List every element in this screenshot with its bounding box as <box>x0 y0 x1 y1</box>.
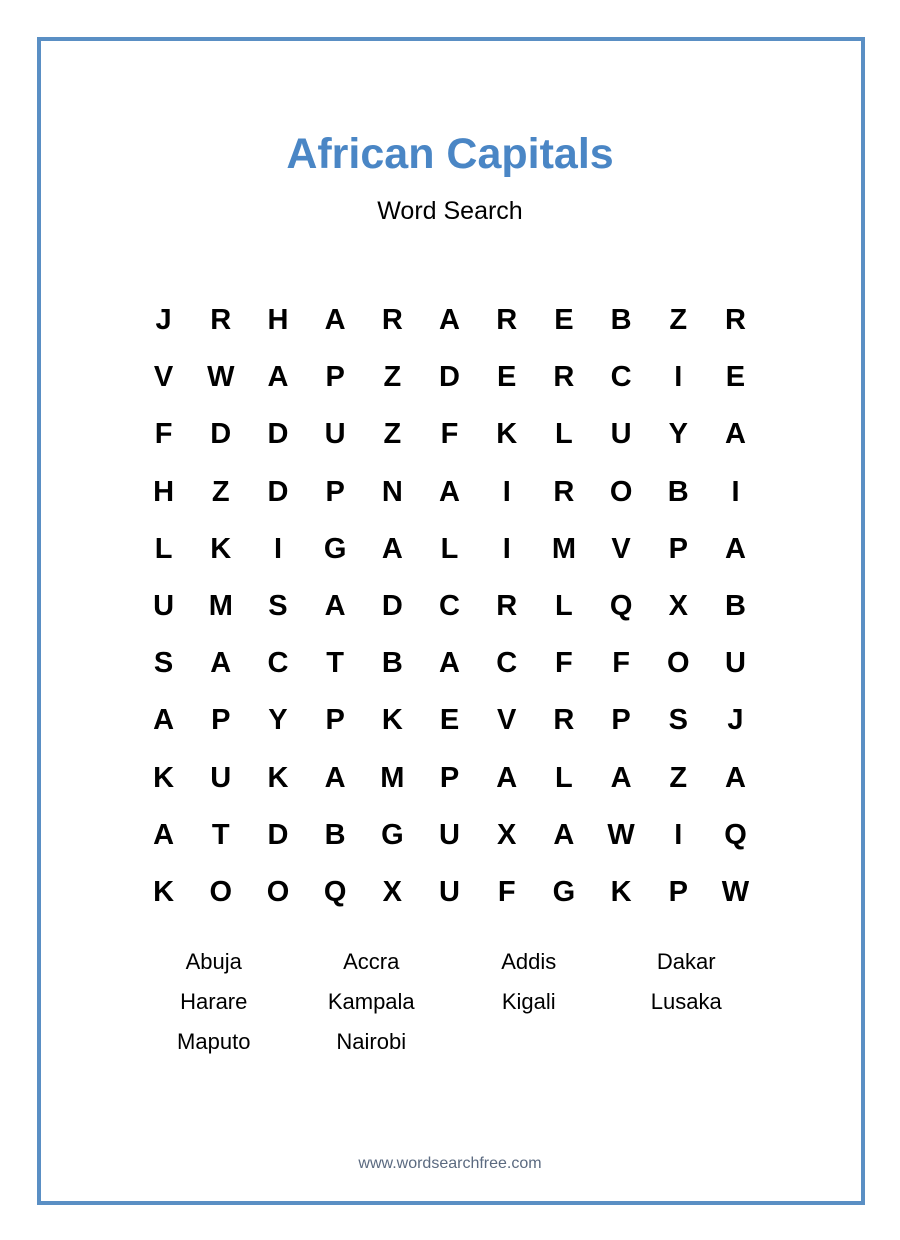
grid-row <box>135 807 765 864</box>
grid-cell[interactable]: L <box>555 589 573 622</box>
grid-cell[interactable]: F <box>154 418 173 451</box>
grid-cell[interactable]: A <box>439 475 460 508</box>
grid-cell[interactable]: A <box>381 532 403 565</box>
grid-cell[interactable]: V <box>153 361 174 394</box>
grid-cell[interactable]: Q <box>724 818 747 851</box>
grid-cell[interactable]: A <box>553 818 575 851</box>
grid-cell[interactable]: B <box>610 304 632 336</box>
grid-cell[interactable]: B <box>724 589 746 622</box>
letter-grid <box>135 292 765 921</box>
grid-cell[interactable]: R <box>496 304 518 336</box>
grid-cell[interactable]: A <box>610 761 632 794</box>
grid-cell[interactable]: O <box>667 647 690 680</box>
grid-cell[interactable]: F <box>440 418 459 451</box>
grid-cell[interactable]: R <box>210 304 232 336</box>
grid-cell[interactable]: D <box>439 361 460 394</box>
grid-cell[interactable]: P <box>611 704 631 737</box>
grid-cell[interactable]: J <box>727 704 744 737</box>
grid-cell[interactable]: V <box>497 704 517 737</box>
grid-cell[interactable]: T <box>326 647 345 680</box>
grid-cell[interactable]: A <box>267 361 289 394</box>
grid-cell[interactable]: R <box>496 589 518 622</box>
grid-cell[interactable]: D <box>267 418 289 451</box>
grid-cell[interactable]: A <box>724 761 746 794</box>
grid-row <box>135 635 765 692</box>
grid-cell[interactable]: K <box>267 761 289 794</box>
grid-cell[interactable]: K <box>496 418 518 451</box>
grid-cell[interactable]: W <box>607 818 635 851</box>
grid-row <box>135 750 765 807</box>
grid-cell[interactable]: S <box>153 647 174 680</box>
grid-cell[interactable]: Y <box>268 704 288 737</box>
grid-cell[interactable]: Q <box>323 875 347 908</box>
grid-cell[interactable]: I <box>502 475 511 508</box>
grid-cell[interactable]: R <box>553 704 575 737</box>
grid-cell[interactable]: E <box>497 361 517 394</box>
grid-cell[interactable]: G <box>552 875 576 908</box>
grid-cell[interactable]: A <box>724 418 746 451</box>
grid-cell[interactable]: Q <box>609 589 633 622</box>
grid-cell[interactable]: A <box>439 304 460 336</box>
grid-row <box>135 406 765 463</box>
grid-cell[interactable]: C <box>610 361 632 394</box>
grid-cell[interactable]: A <box>496 761 518 794</box>
grid-cell[interactable]: A <box>324 589 346 622</box>
grid-cell[interactable]: M <box>208 589 233 622</box>
grid-cell[interactable]: A <box>324 304 346 336</box>
grid-cell[interactable]: K <box>210 532 232 565</box>
puzzle-title: African Capitals <box>286 130 614 178</box>
word-list-item: Dakar <box>656 949 716 974</box>
grid-cell[interactable]: G <box>381 818 404 851</box>
grid-cell[interactable]: D <box>381 589 403 622</box>
grid-cell[interactable]: A <box>153 818 175 851</box>
grid-cell[interactable]: F <box>555 647 573 680</box>
grid-cell[interactable]: B <box>324 818 346 851</box>
grid-cell[interactable]: Z <box>669 304 688 336</box>
grid-cell[interactable]: E <box>439 704 460 737</box>
grid-cell[interactable]: L <box>555 761 573 794</box>
grid-cell[interactable]: I <box>731 475 740 508</box>
puzzle-subtitle: Word Search <box>377 197 523 225</box>
grid-cell[interactable]: E <box>554 304 574 336</box>
grid-cell[interactable]: X <box>668 589 688 622</box>
grid-cell[interactable]: U <box>610 418 632 451</box>
grid-cell[interactable]: P <box>325 361 345 394</box>
footer-url[interactable]: www.wordsearchfree.com <box>358 1155 542 1172</box>
grid-cell[interactable]: D <box>267 818 289 851</box>
grid-cell[interactable]: P <box>325 475 345 508</box>
grid-cell[interactable]: U <box>439 818 460 851</box>
word-list-item: Abuja <box>185 949 242 974</box>
grid-cell[interactable]: I <box>273 532 282 565</box>
grid-cell[interactable]: P <box>211 704 231 737</box>
grid-cell[interactable]: J <box>155 304 172 336</box>
grid-cell[interactable]: L <box>440 532 459 565</box>
grid-cell[interactable]: D <box>210 418 232 451</box>
grid-cell[interactable]: W <box>721 875 750 908</box>
grid-cell[interactable]: H <box>153 475 175 508</box>
grid-cell[interactable]: G <box>323 532 347 565</box>
grid-row <box>135 521 765 578</box>
grid-cell[interactable]: D <box>267 475 289 508</box>
grid-cell[interactable]: I <box>674 361 683 394</box>
grid-cell[interactable]: X <box>497 818 517 851</box>
grid-cell[interactable]: A <box>153 704 175 737</box>
grid-cell[interactable]: L <box>154 532 173 565</box>
grid-cell[interactable]: P <box>668 875 688 908</box>
grid-cell[interactable]: C <box>267 647 289 680</box>
grid-row <box>135 464 765 521</box>
grid-cell[interactable]: Z <box>383 361 402 394</box>
grid-cell[interactable]: C <box>496 647 518 680</box>
grid-cell[interactable]: W <box>207 361 235 394</box>
grid-cell[interactable]: M <box>380 761 405 794</box>
grid-cell[interactable]: I <box>502 532 511 565</box>
word-list-item: Kampala <box>327 989 415 1014</box>
grid-cell[interactable]: Y <box>668 418 688 451</box>
word-list-item: Harare <box>180 989 248 1014</box>
grid-cell[interactable]: N <box>381 475 403 508</box>
grid-cell[interactable]: M <box>551 532 576 565</box>
grid-cell[interactable]: B <box>667 475 689 508</box>
grid-cell[interactable]: O <box>209 875 233 908</box>
grid-cell[interactable]: P <box>325 704 345 737</box>
grid-cell[interactable]: K <box>153 875 175 908</box>
grid-cell[interactable]: V <box>611 532 631 565</box>
grid-cell[interactable]: F <box>497 875 516 908</box>
word-list-item: Nairobi <box>336 1029 407 1054</box>
grid-cell[interactable]: P <box>439 761 460 794</box>
grid-cell[interactable]: Z <box>211 475 230 508</box>
grid-cell[interactable]: H <box>267 304 289 336</box>
grid-cell[interactable]: C <box>439 589 460 622</box>
grid-cell[interactable]: F <box>612 647 630 680</box>
grid-cell[interactable]: R <box>553 475 575 508</box>
grid-row <box>135 292 765 349</box>
grid-cell[interactable]: E <box>725 361 746 394</box>
grid-cell[interactable]: U <box>324 418 346 451</box>
word-list-item: Addis <box>501 949 557 974</box>
grid-row <box>135 864 765 921</box>
grid-cell[interactable]: L <box>555 418 573 451</box>
grid-cell[interactable]: S <box>668 704 688 737</box>
grid-cell[interactable]: A <box>439 647 460 680</box>
grid-cell[interactable]: R <box>381 304 403 336</box>
word-list <box>135 942 765 1062</box>
grid-cell[interactable]: K <box>381 704 403 737</box>
grid-cell[interactable]: U <box>439 875 460 908</box>
grid-cell[interactable]: U <box>153 589 175 622</box>
grid-row <box>135 692 765 749</box>
grid-cell[interactable]: A <box>210 647 232 680</box>
word-list-item: Accra <box>343 949 400 974</box>
grid-cell[interactable]: Z <box>383 418 402 451</box>
grid-cell[interactable]: P <box>668 532 688 565</box>
grid-cell[interactable]: A <box>724 532 746 565</box>
grid-row <box>135 349 765 406</box>
grid-cell[interactable]: S <box>268 589 288 622</box>
grid-cell[interactable]: U <box>724 647 746 680</box>
grid-cell[interactable]: K <box>610 875 632 908</box>
grid-cell[interactable]: A <box>324 761 346 794</box>
grid-cell[interactable]: O <box>266 875 290 908</box>
grid-cell[interactable]: T <box>211 818 230 851</box>
grid-row <box>135 578 765 635</box>
grid-cell[interactable]: R <box>724 304 746 336</box>
grid-cell[interactable]: O <box>609 475 633 508</box>
grid-cell[interactable]: Z <box>669 761 688 794</box>
grid-cell[interactable]: K <box>153 761 175 794</box>
grid-cell[interactable]: X <box>382 875 403 908</box>
word-list-item: Maputo <box>177 1029 251 1054</box>
grid-cell[interactable]: R <box>553 361 575 394</box>
word-list-item: Kigali <box>501 989 556 1014</box>
grid-cell[interactable]: B <box>381 647 403 680</box>
grid-cell[interactable]: I <box>674 818 683 851</box>
word-list-item: Lusaka <box>650 989 722 1014</box>
grid-cell[interactable]: U <box>210 761 232 794</box>
